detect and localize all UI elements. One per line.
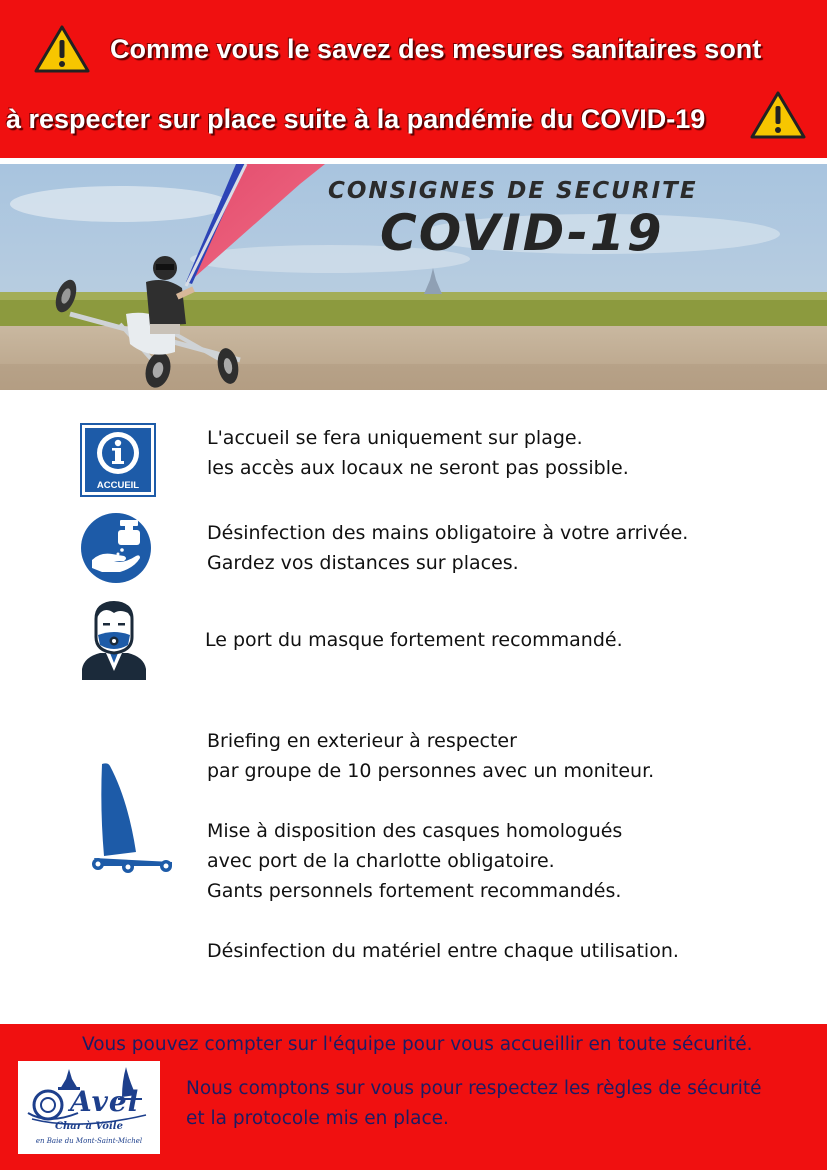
warning-triangle-icon <box>34 24 90 74</box>
rule-hands-text <box>207 518 688 578</box>
rule-line: L'accueil se fera uniquement sur plage. <box>207 427 583 449</box>
accueil-label: ACCUEIL <box>96 480 140 491</box>
land-yacht-icon <box>88 760 174 874</box>
rule-line: par groupe de 10 personnes avec un moniteur. <box>207 760 655 782</box>
warning-triangle-icon <box>750 90 806 140</box>
hero-subtitle: COVID-19 <box>380 204 664 262</box>
rule-line <box>207 786 679 816</box>
accueil-info-icon <box>80 423 156 497</box>
hand-sanitizer-icon <box>80 512 152 584</box>
footer-line-1: Vous pouvez compter sur l'équipe pour vous accueillir en toute sécurité. <box>82 1034 753 1055</box>
banner-line-1: Comme vous le savez des mesures sanitaires sont <box>110 34 762 64</box>
avel-logo <box>18 1061 160 1154</box>
rule-mask-text <box>205 625 623 655</box>
hero-title: CONSIGNES DE SECURITE <box>328 178 698 204</box>
rule-line: avec port de la charlotte obligatoire. <box>207 850 555 872</box>
top-warning-banner <box>0 0 827 158</box>
logo-tagline: Char à Voile <box>55 1121 123 1132</box>
rule-line: Le port du masque fortement recommandé. <box>205 629 623 651</box>
rule-briefing-text <box>207 726 679 966</box>
rule-line: Gants personnels fortement recommandés. <box>207 880 622 902</box>
footer-line-2: Nous comptons sur vous pour respectez les règles de sécurité <box>186 1078 762 1099</box>
logo-subline: en Baie du Mont-Saint-Michel <box>35 1137 143 1145</box>
rule-line <box>207 906 679 936</box>
rule-line: Désinfection du matériel entre chaque utilisation. <box>207 940 679 962</box>
rule-accueil-text <box>207 423 629 483</box>
footer-message <box>186 1074 762 1134</box>
hero-image <box>0 164 827 390</box>
footer-line-3: et la protocole mis en place. <box>186 1108 449 1129</box>
rule-line: Mise à disposition des casques homologués <box>207 820 623 842</box>
banner-line-2: à respecter sur place suite à la pandémie du COVID-19 <box>6 104 706 134</box>
rule-line: Briefing en exterieur à respecter <box>207 730 517 752</box>
rule-line: les accès aux locaux ne seront pas possible. <box>207 457 629 479</box>
logo-name: Avel <box>70 1085 140 1118</box>
rule-line: Désinfection des mains obligatoire à votre arrivée. <box>207 522 689 544</box>
face-mask-icon <box>80 597 148 681</box>
rule-line: Gardez vos distances sur places. <box>207 552 519 574</box>
